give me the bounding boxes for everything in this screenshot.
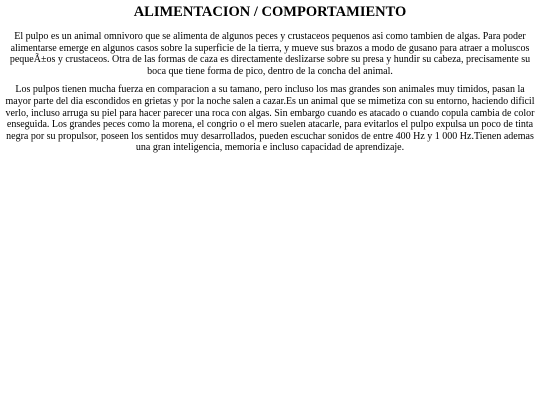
- paragraph-line: enseguida. Los grandes peces como la morena, el congrio o el mero suelen atacarle, para evitarlos el pulpo expulsa un poco de tinta: [6, 119, 534, 131]
- paragraph-line: negra por su propulsor, poseen los sentidos muy desarrollados, pueden escuchar sonidos de entre 400 Hz y 1 000 Hz.Tienen ademas: [6, 130, 534, 142]
- paragraph-line: El pulpo es un animal omnivoro que se alimenta de algunos peces y crustaceos pequenos asi como tambien de algas. Para poder: [14, 31, 526, 42]
- paragraph-feeding: [0, 31, 540, 77]
- paragraph-behavior: [0, 84, 540, 154]
- paragraph-line: verlo, incluso arruga su piel para hacer parecer una roca con algas. Sin embargo cuando es atacado o cuando copula cambia de color: [5, 107, 535, 119]
- paragraph-line: mayor parte del dia escondidos en grietas y por la noche salen a cazar.Es un animal que se mimetiza con su entorno, haciendo dificil: [5, 95, 535, 107]
- paragraph-line: boca que tiene forma de pico, dentro de la concha del animal.: [147, 65, 393, 77]
- paragraph-line: alimentarse emerge en algunos casos sobre la superficie de la tierra, y mueve sus brazos a modo de gusano para atraer a moluscos: [10, 42, 530, 54]
- paragraph-line: pequeÃ±os y crustaceos. Otra de las formas de caza es directamente deslizarse sobre su presa y hundir su cabeza, precisamente su: [9, 54, 531, 66]
- paragraph-line: una gran inteligencia, memoria e incluso capacidad de aprendizaje.: [135, 142, 405, 154]
- page-title: ALIMENTACION / COMPORTAMIENTO: [133, 4, 407, 20]
- paragraph-line: Los pulpos tienen mucha fuerza en comparacion a su tamano, pero incluso los mas grandes son animales muy timidos, pasan la: [15, 84, 525, 96]
